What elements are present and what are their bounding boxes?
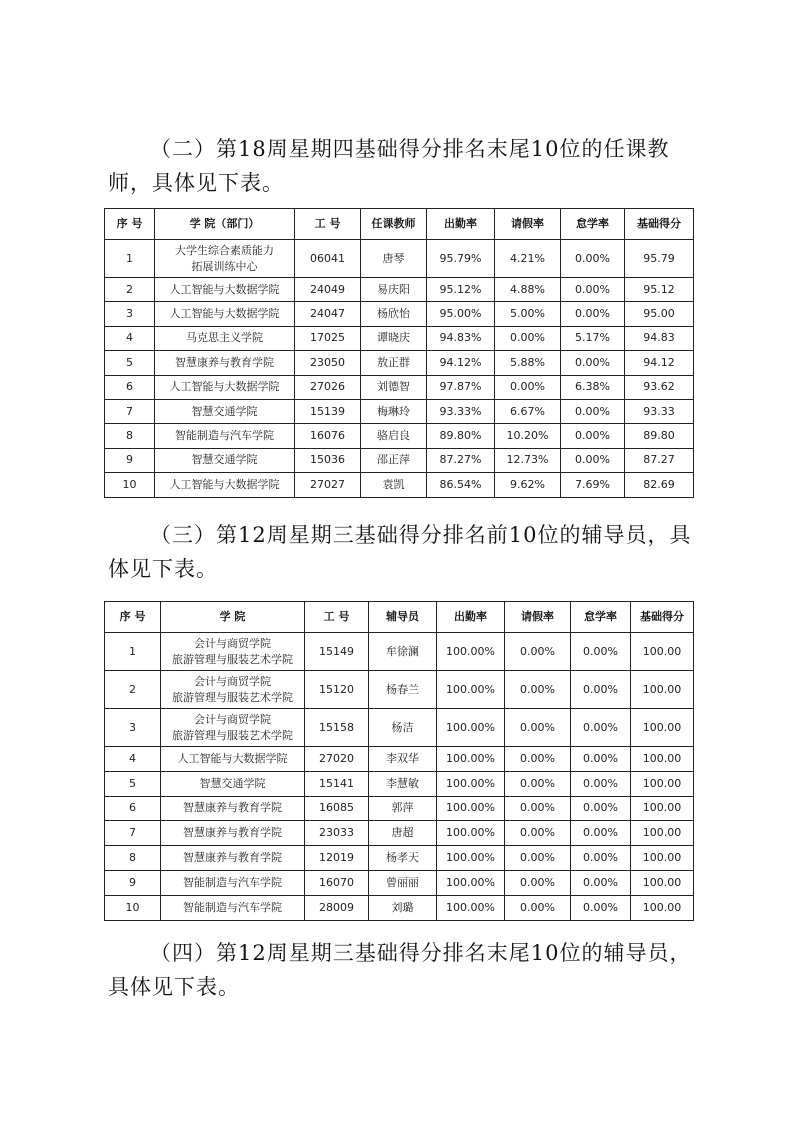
cell-college: 智能制造与汽车学院 <box>161 895 305 920</box>
cell-attendance-rate: 94.12% <box>427 351 495 375</box>
cell-college: 大学生综合素质能力 拓展训练中心 <box>155 240 295 278</box>
cell-rank: 2 <box>105 671 161 709</box>
cell-leave-rate: 10.20% <box>495 424 561 448</box>
cell-college: 智慧交通学院 <box>155 399 295 423</box>
cell-truancy-rate: 0.00% <box>561 424 625 448</box>
cell-attendance-rate: 87.27% <box>427 448 495 472</box>
cell-rank: 9 <box>105 870 161 895</box>
cell-rank: 9 <box>105 448 155 472</box>
header-attendance-rate: 出勤率 <box>437 602 505 633</box>
table-row <box>105 633 694 671</box>
cell-leave-rate: 4.88% <box>495 278 561 302</box>
cell-leave-rate: 4.21% <box>495 240 561 278</box>
cell-leave-rate: 0.00% <box>495 326 561 350</box>
cell-name: 郭萍 <box>369 796 437 821</box>
cell-college: 会计与商贸学院 旅游管理与服装艺术学院 <box>161 671 305 709</box>
cell-base-score: 100.00 <box>631 633 694 671</box>
cell-leave-rate: 0.00% <box>495 375 561 399</box>
cell-staff-id: 27020 <box>305 747 369 772</box>
header-truancy-rate: 怠学率 <box>571 602 631 633</box>
cell-attendance-rate: 95.79% <box>427 240 495 278</box>
cell-college: 会计与商贸学院 旅游管理与服装艺术学院 <box>161 633 305 671</box>
cell-truancy-rate: 6.38% <box>561 375 625 399</box>
cell-name: 袁凯 <box>361 473 427 497</box>
cell-base-score: 100.00 <box>631 747 694 772</box>
cell-staff-id: 27026 <box>295 375 361 399</box>
cell-truancy-rate: 0.00% <box>571 870 631 895</box>
table-row <box>105 375 694 399</box>
table-row <box>105 821 694 846</box>
header-base-score: 基础得分 <box>631 602 694 633</box>
cell-staff-id: 15036 <box>295 448 361 472</box>
cell-base-score: 82.69 <box>625 473 694 497</box>
table-row <box>105 771 694 796</box>
cell-truancy-rate: 0.00% <box>571 796 631 821</box>
cell-leave-rate: 0.00% <box>505 747 571 772</box>
cell-truancy-rate: 0.00% <box>571 671 631 709</box>
cell-college: 智慧交通学院 <box>155 448 295 472</box>
cell-rank: 5 <box>105 351 155 375</box>
cell-rank: 2 <box>105 278 155 302</box>
cell-staff-id: 28009 <box>305 895 369 920</box>
table-row <box>105 448 694 472</box>
cell-truancy-rate: 0.00% <box>571 709 631 747</box>
header-base-score: 基础得分 <box>625 209 694 240</box>
table-header-row <box>105 209 694 240</box>
cell-rank: 10 <box>105 895 161 920</box>
section3-heading: （三）第12周星期三基础得分排名前10位的辅导员，具体见下表。 <box>108 523 692 581</box>
cell-staff-id: 24047 <box>295 302 361 326</box>
cell-staff-id: 27027 <box>295 473 361 497</box>
cell-base-score: 100.00 <box>631 895 694 920</box>
cell-base-score: 100.00 <box>631 870 694 895</box>
cell-leave-rate: 9.62% <box>495 473 561 497</box>
cell-name: 骆启良 <box>361 424 427 448</box>
cell-attendance-rate: 94.83% <box>427 326 495 350</box>
cell-truancy-rate: 5.17% <box>561 326 625 350</box>
table-row <box>105 302 694 326</box>
cell-staff-id: 24049 <box>295 278 361 302</box>
cell-attendance-rate: 100.00% <box>437 796 505 821</box>
cell-staff-id: 15149 <box>305 633 369 671</box>
section2-heading: （二）第18周星期四基础得分排名末尾10位的任课教师，具体见下表。 <box>108 137 670 195</box>
cell-attendance-rate: 95.12% <box>427 278 495 302</box>
table-row <box>105 399 694 423</box>
cell-attendance-rate: 97.87% <box>427 375 495 399</box>
table-row <box>105 278 694 302</box>
header-college: 学 院（部门） <box>155 209 295 240</box>
cell-leave-rate: 0.00% <box>505 846 571 871</box>
cell-name: 邵正萍 <box>361 448 427 472</box>
cell-rank: 3 <box>105 709 161 747</box>
cell-attendance-rate: 95.00% <box>427 302 495 326</box>
header-leave-rate: 请假率 <box>495 209 561 240</box>
cell-leave-rate: 5.00% <box>495 302 561 326</box>
cell-rank: 4 <box>105 326 155 350</box>
cell-truancy-rate: 0.00% <box>571 846 631 871</box>
cell-college: 智慧交通学院 <box>161 771 305 796</box>
header-attendance-rate: 出勤率 <box>427 209 495 240</box>
cell-college: 人工智能与大数据学院 <box>155 473 295 497</box>
cell-base-score: 100.00 <box>631 709 694 747</box>
cell-leave-rate: 0.00% <box>505 709 571 747</box>
cell-name: 敖正群 <box>361 351 427 375</box>
header-rank: 序 号 <box>105 209 155 240</box>
table-row <box>105 870 694 895</box>
header-rank: 序 号 <box>105 602 161 633</box>
cell-leave-rate: 0.00% <box>505 771 571 796</box>
cell-attendance-rate: 100.00% <box>437 870 505 895</box>
table-row <box>105 671 694 709</box>
cell-staff-id: 15139 <box>295 399 361 423</box>
counselor-top10-table <box>104 601 694 921</box>
cell-base-score: 100.00 <box>631 671 694 709</box>
cell-base-score: 95.12 <box>625 278 694 302</box>
cell-leave-rate: 0.00% <box>505 671 571 709</box>
table-row <box>105 240 694 278</box>
cell-name: 刘璐 <box>369 895 437 920</box>
cell-attendance-rate: 86.54% <box>427 473 495 497</box>
cell-truancy-rate: 7.69% <box>561 473 625 497</box>
cell-staff-id: 12019 <box>305 846 369 871</box>
header-truancy-rate: 怠学率 <box>561 209 625 240</box>
cell-name: 梅琳玲 <box>361 399 427 423</box>
cell-attendance-rate: 100.00% <box>437 633 505 671</box>
cell-rank: 4 <box>105 747 161 772</box>
cell-college: 人工智能与大数据学院 <box>161 747 305 772</box>
cell-name: 杨洁 <box>369 709 437 747</box>
cell-leave-rate: 12.73% <box>495 448 561 472</box>
cell-staff-id: 16076 <box>295 424 361 448</box>
cell-truancy-rate: 0.00% <box>571 821 631 846</box>
cell-college: 智能制造与汽车学院 <box>161 870 305 895</box>
cell-name: 刘德智 <box>361 375 427 399</box>
cell-staff-id: 15120 <box>305 671 369 709</box>
cell-college: 人工智能与大数据学院 <box>155 302 295 326</box>
cell-college: 智能制造与汽车学院 <box>155 424 295 448</box>
cell-truancy-rate: 0.00% <box>571 771 631 796</box>
header-staff-id: 工 号 <box>295 209 361 240</box>
section4-heading: （四）第12周星期三基础得分排名末尾10位的辅导员，具体见下表。 <box>108 941 692 999</box>
cell-leave-rate: 0.00% <box>505 633 571 671</box>
cell-rank: 7 <box>105 399 155 423</box>
cell-staff-id: 23033 <box>305 821 369 846</box>
cell-truancy-rate: 0.00% <box>571 747 631 772</box>
cell-base-score: 100.00 <box>631 771 694 796</box>
cell-college: 智慧康养与教育学院 <box>161 796 305 821</box>
cell-attendance-rate: 89.80% <box>427 424 495 448</box>
cell-staff-id: 16085 <box>305 796 369 821</box>
table-row <box>105 895 694 920</box>
cell-name: 唐琴 <box>361 240 427 278</box>
table-row <box>105 326 694 350</box>
header-college: 学 院 <box>161 602 305 633</box>
cell-base-score: 100.00 <box>631 846 694 871</box>
cell-base-score: 100.00 <box>631 821 694 846</box>
cell-college: 人工智能与大数据学院 <box>155 375 295 399</box>
cell-name: 牟徐澜 <box>369 633 437 671</box>
cell-name: 曾丽丽 <box>369 870 437 895</box>
cell-staff-id: 15158 <box>305 709 369 747</box>
cell-leave-rate: 5.88% <box>495 351 561 375</box>
cell-truancy-rate: 0.00% <box>561 448 625 472</box>
cell-name: 杨欣怡 <box>361 302 427 326</box>
cell-name: 谭晓庆 <box>361 326 427 350</box>
cell-staff-id: 17025 <box>295 326 361 350</box>
cell-rank: 8 <box>105 846 161 871</box>
cell-leave-rate: 0.00% <box>505 821 571 846</box>
cell-name: 杨孝天 <box>369 846 437 871</box>
cell-rank: 10 <box>105 473 155 497</box>
cell-attendance-rate: 100.00% <box>437 671 505 709</box>
cell-rank: 6 <box>105 375 155 399</box>
cell-college: 智慧康养与教育学院 <box>161 846 305 871</box>
header-staff-id: 工 号 <box>305 602 369 633</box>
table-row <box>105 846 694 871</box>
cell-college: 人工智能与大数据学院 <box>155 278 295 302</box>
cell-truancy-rate: 0.00% <box>561 278 625 302</box>
cell-leave-rate: 6.67% <box>495 399 561 423</box>
table-row <box>105 351 694 375</box>
cell-attendance-rate: 100.00% <box>437 821 505 846</box>
cell-name: 李双华 <box>369 747 437 772</box>
cell-truancy-rate: 0.00% <box>561 302 625 326</box>
cell-name: 唐超 <box>369 821 437 846</box>
header-name: 任课教师 <box>361 209 427 240</box>
cell-base-score: 95.79 <box>625 240 694 278</box>
cell-name: 李慧敏 <box>369 771 437 796</box>
teacher-bottom10-table <box>104 208 694 498</box>
cell-truancy-rate: 0.00% <box>571 633 631 671</box>
cell-base-score: 95.00 <box>625 302 694 326</box>
cell-rank: 6 <box>105 796 161 821</box>
cell-college: 智慧康养与教育学院 <box>161 821 305 846</box>
table-row <box>105 709 694 747</box>
cell-college: 会计与商贸学院 旅游管理与服装艺术学院 <box>161 709 305 747</box>
cell-truancy-rate: 0.00% <box>561 399 625 423</box>
cell-attendance-rate: 93.33% <box>427 399 495 423</box>
cell-attendance-rate: 100.00% <box>437 895 505 920</box>
cell-staff-id: 15141 <box>305 771 369 796</box>
table-row <box>105 473 694 497</box>
cell-rank: 1 <box>105 240 155 278</box>
table-header-row <box>105 602 694 633</box>
cell-attendance-rate: 100.00% <box>437 709 505 747</box>
cell-staff-id: 06041 <box>295 240 361 278</box>
cell-base-score: 94.83 <box>625 326 694 350</box>
cell-base-score: 94.12 <box>625 351 694 375</box>
cell-truancy-rate: 0.00% <box>571 895 631 920</box>
cell-truancy-rate: 0.00% <box>561 351 625 375</box>
cell-truancy-rate: 0.00% <box>561 240 625 278</box>
cell-attendance-rate: 100.00% <box>437 846 505 871</box>
cell-rank: 8 <box>105 424 155 448</box>
cell-staff-id: 16070 <box>305 870 369 895</box>
cell-base-score: 89.80 <box>625 424 694 448</box>
cell-base-score: 87.27 <box>625 448 694 472</box>
cell-rank: 7 <box>105 821 161 846</box>
cell-name: 易庆阳 <box>361 278 427 302</box>
table-row <box>105 424 694 448</box>
cell-attendance-rate: 100.00% <box>437 771 505 796</box>
cell-leave-rate: 0.00% <box>505 895 571 920</box>
table-row <box>105 747 694 772</box>
cell-rank: 5 <box>105 771 161 796</box>
cell-base-score: 93.33 <box>625 399 694 423</box>
cell-base-score: 93.62 <box>625 375 694 399</box>
cell-base-score: 100.00 <box>631 796 694 821</box>
cell-attendance-rate: 100.00% <box>437 747 505 772</box>
cell-college: 智慧康养与教育学院 <box>155 351 295 375</box>
cell-leave-rate: 0.00% <box>505 870 571 895</box>
cell-rank: 1 <box>105 633 161 671</box>
header-name: 辅导员 <box>369 602 437 633</box>
header-leave-rate: 请假率 <box>505 602 571 633</box>
cell-leave-rate: 0.00% <box>505 796 571 821</box>
cell-name: 杨春兰 <box>369 671 437 709</box>
table-row <box>105 796 694 821</box>
cell-staff-id: 23050 <box>295 351 361 375</box>
cell-rank: 3 <box>105 302 155 326</box>
cell-college: 马克思主义学院 <box>155 326 295 350</box>
